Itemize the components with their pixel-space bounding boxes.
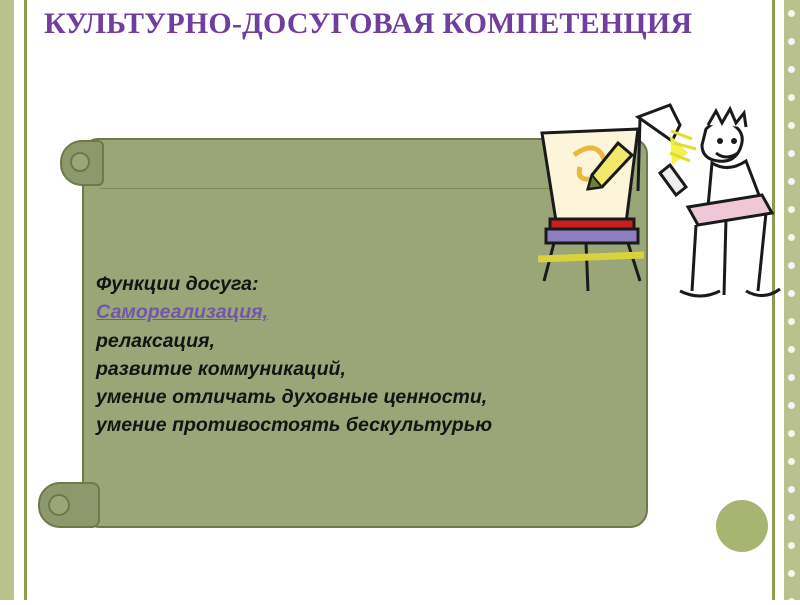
edge-dot-icon xyxy=(788,10,795,17)
edge-dot-icon xyxy=(788,486,795,493)
pencil-icon xyxy=(660,165,686,195)
edge-dot-icon xyxy=(788,458,795,465)
left-edge-gap xyxy=(14,0,24,600)
left-edge-rule xyxy=(24,0,27,600)
edge-dot-icon xyxy=(788,514,795,521)
edge-dot-icon xyxy=(788,430,795,437)
edge-dot-icon xyxy=(788,374,795,381)
scroll-curl-icon-bottom xyxy=(38,482,100,528)
scroll-curl-icon-top xyxy=(60,140,104,186)
body-line-5: умение противостоять бескультурью xyxy=(96,414,493,437)
edge-dot-icon xyxy=(788,542,795,549)
body-line-4: умение отличать духовные ценности, xyxy=(96,386,488,409)
left-edge-band xyxy=(0,0,14,600)
edge-dot-icon xyxy=(788,402,795,409)
accent-dot-icon xyxy=(716,500,768,552)
body-line-link[interactable]: Самореализация, xyxy=(96,301,269,324)
body-line-2: релаксация, xyxy=(96,329,215,352)
body-line-3: развитие коммуникаций, xyxy=(96,357,346,380)
edge-dot-icon xyxy=(788,38,795,45)
edge-dot-icon xyxy=(788,66,795,73)
edge-dot-icon xyxy=(788,346,795,353)
person-at-desk-icon xyxy=(660,109,780,296)
easel-artwork-icon xyxy=(520,95,790,325)
edge-dot-icon xyxy=(788,570,795,577)
body-heading: Функции досуга: xyxy=(96,273,259,295)
page-title: КУЛЬТУРНО-ДОСУГОВАЯ КОМПЕТЕНЦИЯ xyxy=(44,7,693,40)
edge-dot-icon xyxy=(788,598,795,605)
easel-canvas xyxy=(538,129,644,291)
